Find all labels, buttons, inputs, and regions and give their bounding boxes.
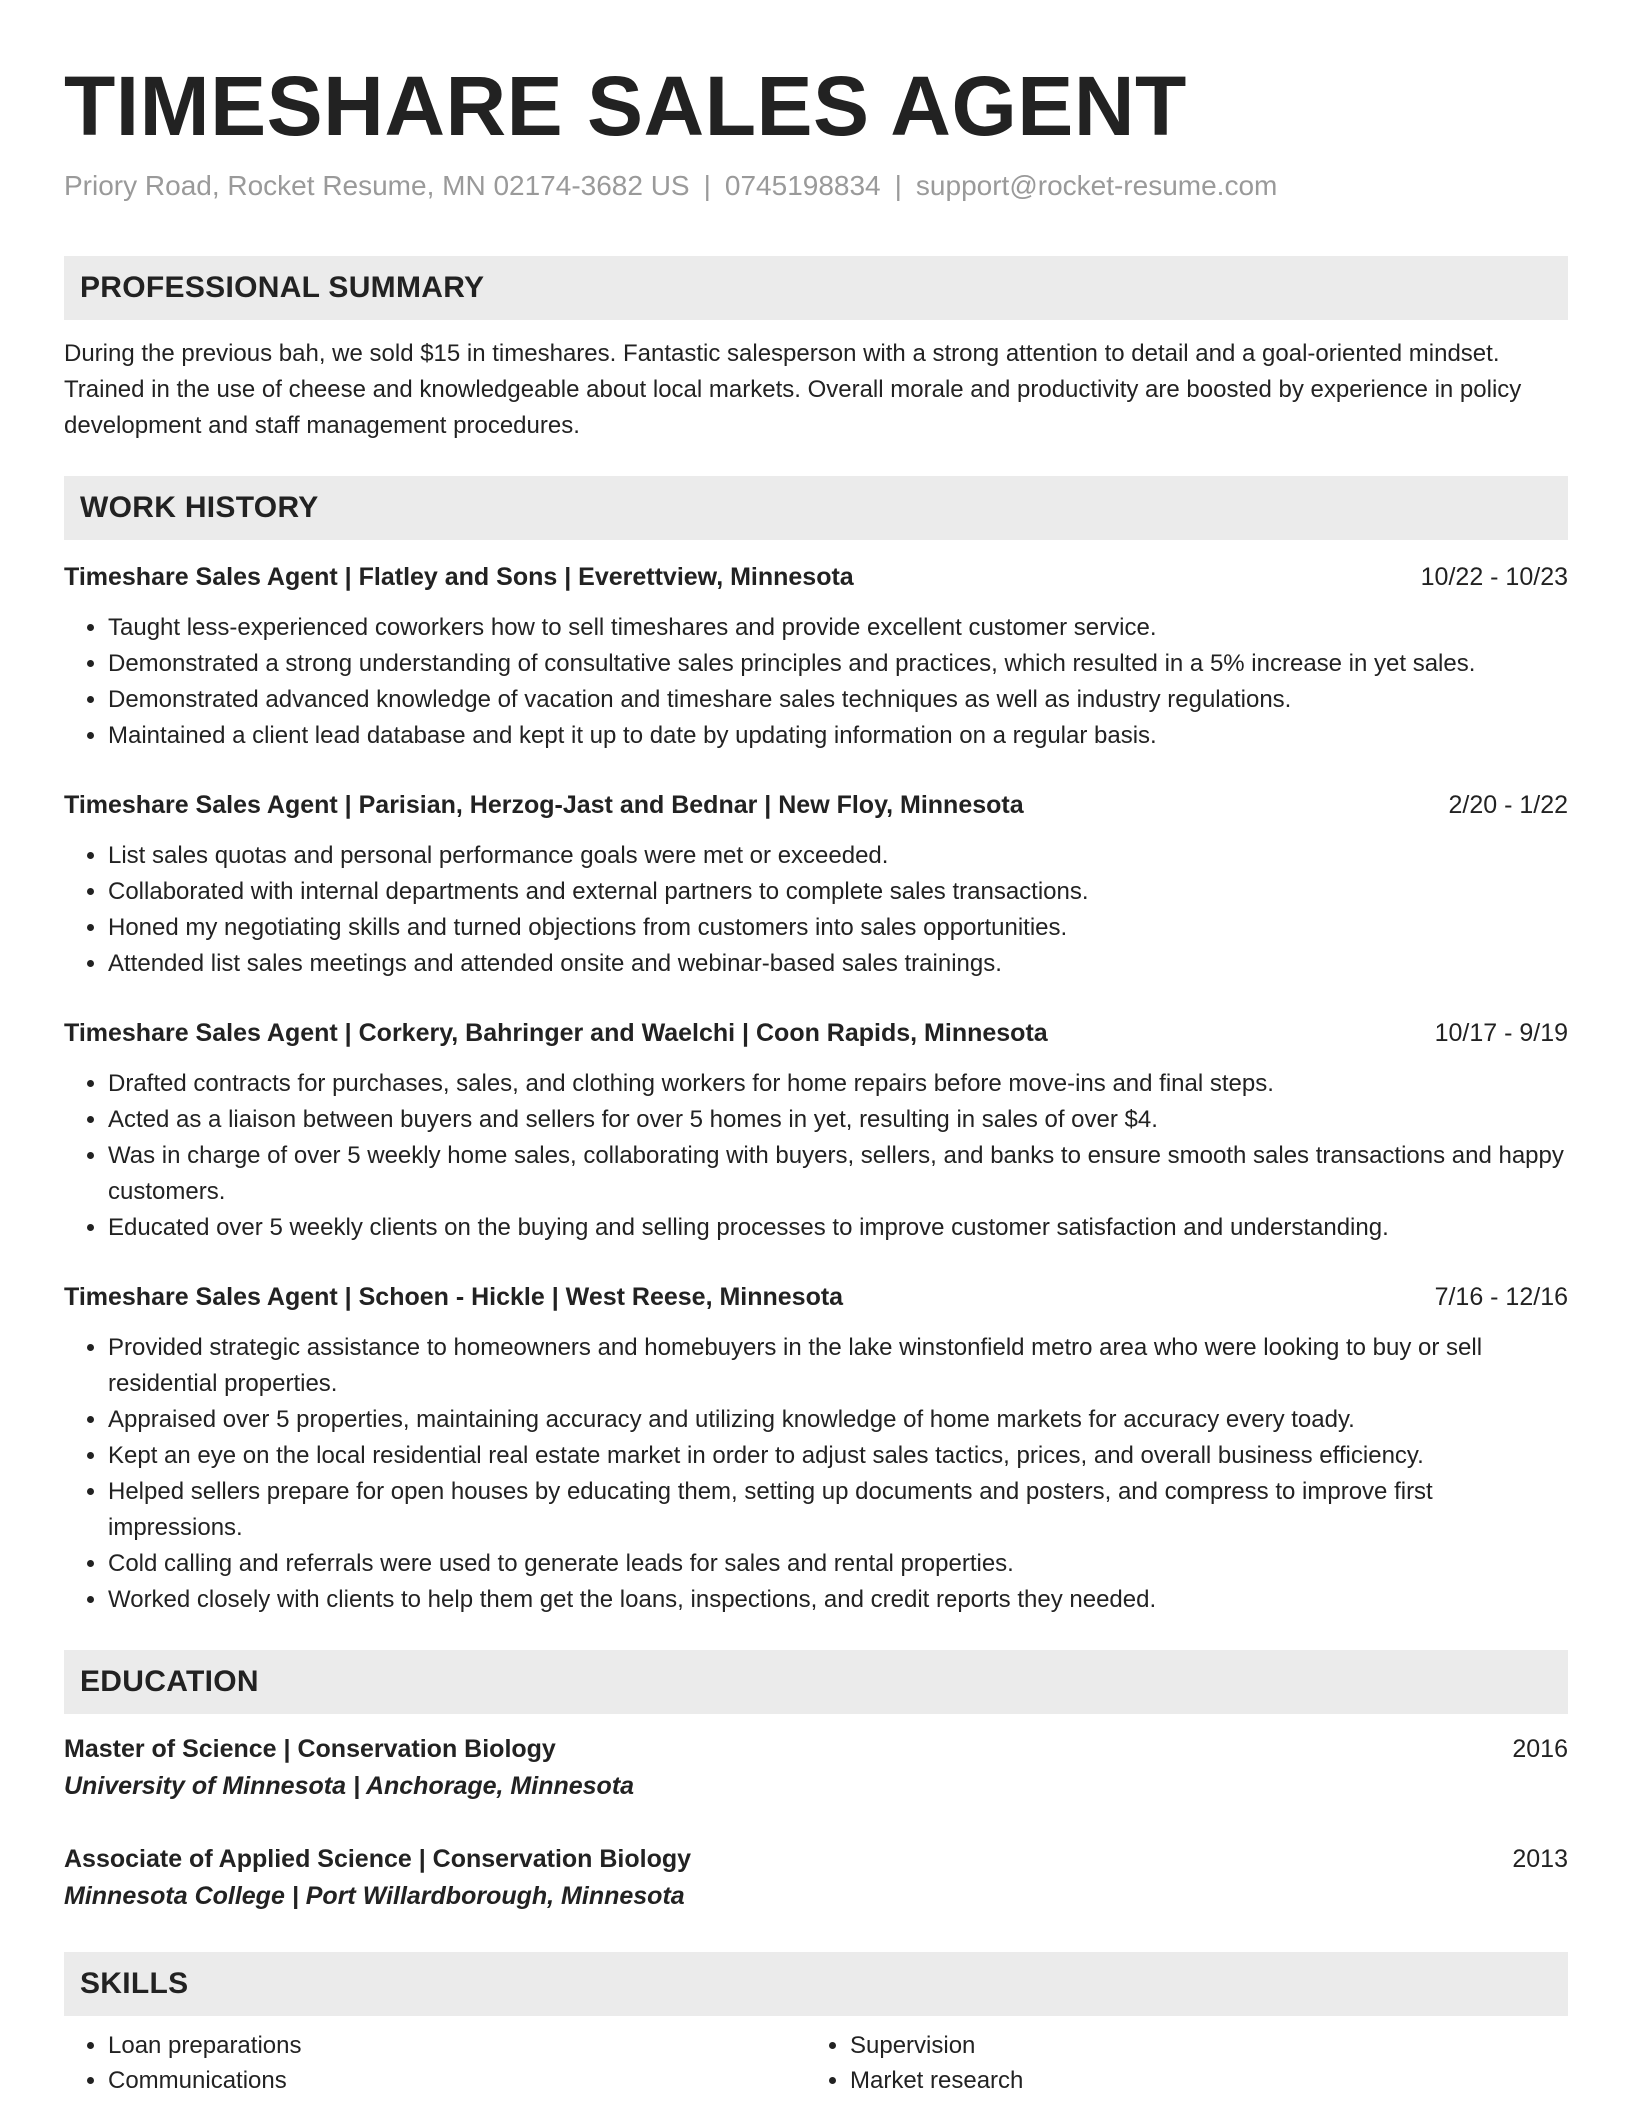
job-bullet: • List sales quotas and personal performance goals were met or exceeded. <box>108 838 1568 874</box>
job-dates: 7/16 - 12/16 <box>1434 1283 1568 1311</box>
education-heading: EDUCATION <box>64 1650 1568 1714</box>
job-bullet: • Educated over 5 weekly clients on the buying and selling processes to improve customer satisfaction and understanding. <box>108 1210 1568 1246</box>
job-title: Timeshare Sales Agent | Parisian, Herzog-Jast and Bednar | New Floy, Minnesota <box>64 791 1024 819</box>
skill-item: • Market research <box>850 2063 1548 2098</box>
job-bullet: • Demonstrated advanced knowledge of vacation and timeshare sales techniques as well as industry regulations. <box>108 682 1568 718</box>
job-title: Timeshare Sales Agent | Schoen - Hickle | West Reese, Minnesota <box>64 1283 844 1311</box>
job-bullet: • Attended list sales meetings and attended onsite and webinar-based sales trainings. <box>108 946 1568 982</box>
job-title: Timeshare Sales Agent | Flatley and Sons | Everettview, Minnesota <box>64 563 854 591</box>
degree-title: Master of Science | Conservation Biology <box>64 1735 556 1763</box>
contact-email[interactable]: support@rocket-resume.com <box>915 170 1278 201</box>
job-dates: 10/22 - 10/23 <box>1420 563 1568 591</box>
job-bullet: • Maintained a client lead database and kept it up to date by updating information on a regular basis. <box>108 718 1568 754</box>
job-title: Timeshare Sales Agent | Corkery, Bahringer and Waelchi | Coon Rapids, Minnesota <box>64 1019 1048 1047</box>
skills-right-column <box>806 2028 1548 2098</box>
job-bullet: • Kept an eye on the local residential real estate market in order to adjust sales tactics, prices, and overall business efficiency. <box>108 1438 1568 1474</box>
job-bullet: • Was in charge of over 5 weekly home sales, collaborating with buyers, sellers, and banks to ensure smooth sales transactions and happy customers. <box>108 1138 1568 1210</box>
job-entry <box>64 788 1568 982</box>
job-entry <box>64 1016 1568 1246</box>
education-entry <box>64 1842 1568 1914</box>
job-bullet: • Honed my negotiating skills and turned objections from customers into sales opportunities. <box>108 910 1568 946</box>
job-bullets <box>64 610 1568 754</box>
job-bullet: • Acted as a liaison between buyers and sellers for over 5 homes in yet, resulting in sales of over $4. <box>108 1102 1568 1138</box>
candidate-name: TIMESHARE SALES AGENT <box>64 59 1187 153</box>
job-bullet: • Helped sellers prepare for open houses by educating them, setting up documents and posters, and compress to improve first impressions. <box>108 1474 1568 1546</box>
skill-item: • Communications <box>108 2063 806 2098</box>
job-bullet: • Taught less-experienced coworkers how to sell timeshares and provide excellent customer service. <box>108 610 1568 646</box>
skills-columns <box>64 2028 1568 2098</box>
summary-heading: PROFESSIONAL SUMMARY <box>64 256 1568 320</box>
job-bullet: • Provided strategic assistance to homeowners and homebuyers in the lake winstonfield metro area who were looking to buy or sell residential properties. <box>108 1330 1568 1402</box>
job-bullet: • Cold calling and referrals were used to generate leads for sales and rental properties. <box>108 1546 1568 1582</box>
job-dates: 10/17 - 9/19 <box>1434 1019 1568 1047</box>
job-bullets <box>64 1330 1568 1618</box>
skills-left-column <box>64 2028 806 2098</box>
contact-address: Priory Road, Rocket Resume, MN 02174-3682 US <box>64 170 690 201</box>
contact-separator: | <box>894 170 902 201</box>
school-name: Minnesota College | Port Willardborough, Minnesota <box>64 1882 685 1910</box>
job-bullet: • Appraised over 5 properties, maintaining accuracy and utilizing knowledge of home markets for accuracy every toady. <box>108 1402 1568 1438</box>
skill-item: • Loan preparations <box>108 2028 806 2063</box>
school-name: University of Minnesota | Anchorage, Minnesota <box>64 1772 635 1800</box>
contact-line <box>64 168 1568 204</box>
job-bullets <box>64 1066 1568 1246</box>
job-bullet: • Drafted contracts for purchases, sales, and clothing workers for home repairs before move-ins and final steps. <box>108 1066 1568 1102</box>
summary-text: During the previous bah, we sold $15 in timeshares. Fantastic salesperson with a strong attention to detail and a goal-oriented mindset. Trained in the use of cheese and knowledgeable about local markets. Overall morale and productivity are boosted by experience in policy development and staff management procedures. <box>64 340 1522 439</box>
job-bullet: • Worked closely with clients to help them get the loans, inspections, and credit reports they needed. <box>108 1582 1568 1618</box>
work-history-heading: WORK HISTORY <box>64 476 1568 540</box>
job-bullets <box>64 838 1568 982</box>
graduation-year: 2016 <box>1512 1735 1568 1763</box>
contact-phone: 0745198834 <box>724 170 881 201</box>
graduation-year: 2013 <box>1512 1845 1568 1873</box>
skills-heading: SKILLS <box>64 1952 1568 2016</box>
degree-title: Associate of Applied Science | Conservation Biology <box>64 1845 692 1873</box>
job-bullet: • Collaborated with internal departments and external partners to complete sales transactions. <box>108 874 1568 910</box>
job-entry <box>64 560 1568 754</box>
education-entry <box>64 1732 1568 1804</box>
job-entry <box>64 1280 1568 1618</box>
contact-separator: | <box>703 170 711 201</box>
resume-page <box>64 56 1568 2098</box>
job-dates: 2/20 - 1/22 <box>1448 791 1568 819</box>
skill-item: • Supervision <box>850 2028 1548 2063</box>
job-bullet: • Demonstrated a strong understanding of consultative sales principles and practices, which resulted in a 5% increase in yet sales. <box>108 646 1568 682</box>
